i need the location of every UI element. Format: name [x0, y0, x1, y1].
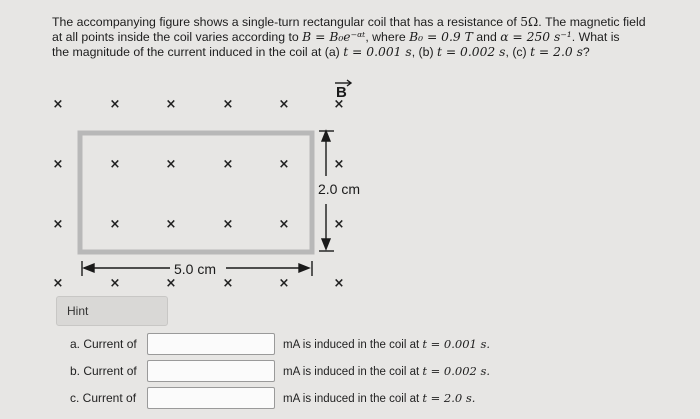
field-marker: ×	[109, 217, 121, 232]
problem-line-2: at all points inside the coil varies according to B = B₀e⁻ᵅᵗ, where B₀ = 0.9 T and α = 250 s⁻¹. What is	[52, 30, 620, 44]
field-marker: ×	[333, 157, 345, 172]
field-marker: ×	[278, 276, 290, 291]
field-marker: ×	[222, 276, 234, 291]
coil-rectangle	[80, 133, 312, 252]
question-c-label: c. Current of	[70, 391, 137, 405]
field-marker: ×	[109, 157, 121, 172]
field-marker: ×	[222, 217, 234, 232]
field-marker: ×	[278, 217, 290, 232]
problem-line-3: the magnitude of the current induced in the coil at (a) t = 0.001 s, (b) t = 0.002 s, (c) t = 2.0 s?	[52, 45, 590, 59]
answer-input-a[interactable]	[147, 333, 275, 355]
field-marker: ×	[165, 97, 177, 112]
problem-line-1: The accompanying figure shows a single-turn rectangular coil that has a resistance of 5Ω. The magnetic field	[52, 15, 646, 29]
field-marker: ×	[165, 276, 177, 291]
field-marker: ×	[165, 217, 177, 232]
field-marker: ×	[333, 97, 345, 112]
field-marker: ×	[278, 97, 290, 112]
field-label-text: B	[336, 84, 347, 101]
field-marker: ×	[222, 97, 234, 112]
question-c-suffix: mA is induced in the coil at t = 2.0 s.	[283, 391, 476, 405]
question-a-label: a. Current of	[70, 337, 137, 351]
field-marker: ×	[52, 157, 64, 172]
width-label: 5.0 cm	[174, 261, 217, 277]
answer-input-b[interactable]	[147, 360, 275, 382]
field-marker: ×	[52, 276, 64, 291]
hint-button[interactable]: Hint	[56, 296, 168, 326]
field-marker: ×	[109, 276, 121, 291]
answer-input-c[interactable]	[147, 387, 275, 409]
field-marker: ×	[165, 157, 177, 172]
height-label: 2.0 cm	[318, 181, 361, 197]
field-marker: ×	[109, 97, 121, 112]
field-marker: ×	[333, 217, 345, 232]
question-b-suffix: mA is induced in the coil at t = 0.002 s.	[283, 364, 491, 378]
field-marker: ×	[52, 97, 64, 112]
field-marker: ×	[278, 157, 290, 172]
field-marker: ×	[222, 157, 234, 172]
question-b-label: b. Current of	[70, 364, 137, 378]
field-marker: ×	[52, 217, 64, 232]
field-marker: ×	[333, 276, 345, 291]
question-a-suffix: mA is induced in the coil at t = 0.001 s.	[283, 337, 491, 351]
